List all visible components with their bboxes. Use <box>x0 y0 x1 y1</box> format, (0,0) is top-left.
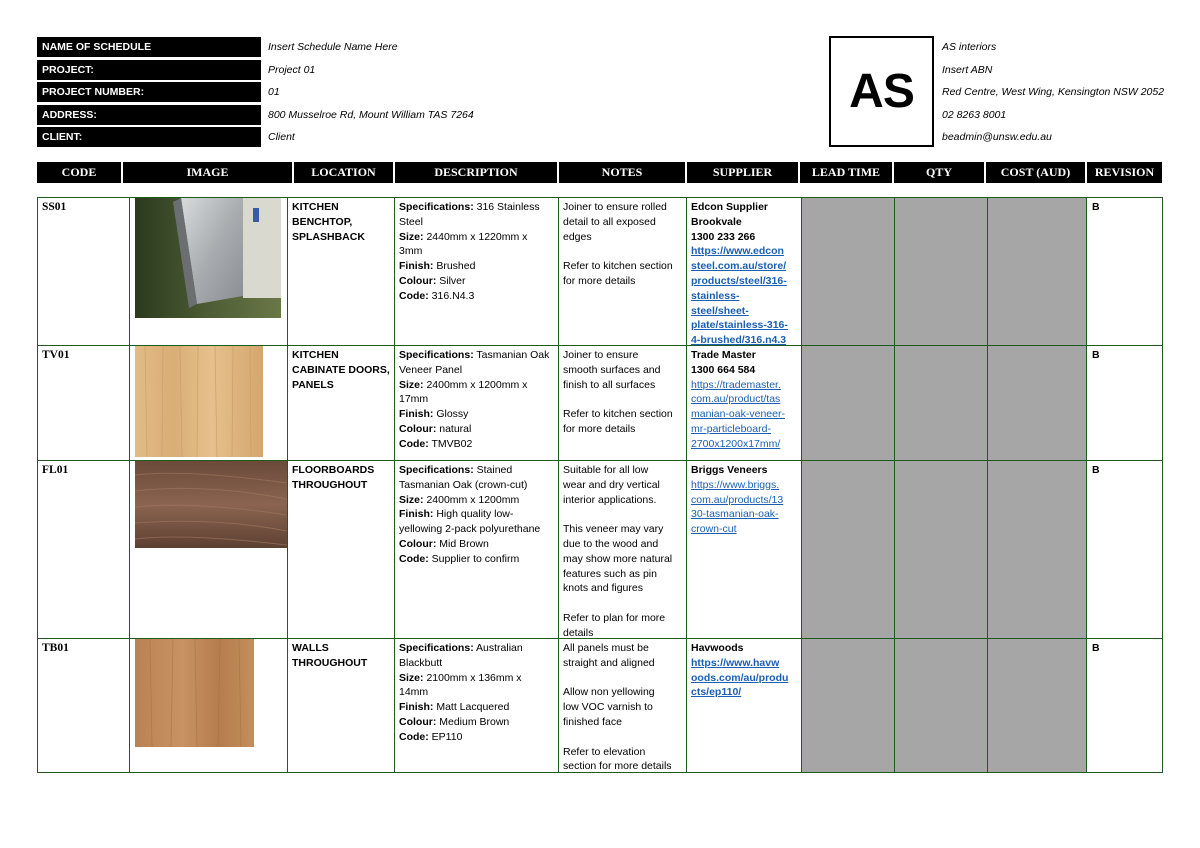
supplier-link[interactable]: https://trademaster. com.au/product/tas manian-oak-veneer- mr-particleboard- 2700x1200x17mm/ <box>691 378 785 450</box>
row-code: SS01 <box>42 201 67 213</box>
column-header-location: LOCATION <box>311 165 376 179</box>
row-code: TV01 <box>42 349 70 361</box>
row-notes: All panels must be straight and aligned Allow non yellowing low VOC varnish to finished face Refer to elevation section for more details <box>563 642 672 773</box>
company-address: Red Centre, West Wing, Kensington NSW 2052 <box>942 86 1165 98</box>
row-description: Specifications: Australian Blackbutt Size: 2100mm x 136mm x 14mm Finish: Matt Lacquered Colour: Medium Brown Code: EP110 <box>399 642 523 743</box>
company-name: AS interiors <box>942 41 997 53</box>
column-header-code: CODE <box>61 165 97 179</box>
column-header-bar <box>37 162 1162 183</box>
address-label: ADDRESS: <box>37 105 261 125</box>
row-location: FLOORBOARDS THROUGHOUT <box>292 464 375 491</box>
qty-column-fill <box>895 198 987 772</box>
row-supplier: Edcon Supplier Brookvale 1300 233 266 https://www.edcon steel.com.au/store/ products/steel/316- stainless- steel/sheet- plate/stainless-316- 4-brushed/316.n4.3 <box>691 200 799 348</box>
column-header-lead-time: LEAD TIME <box>811 165 881 179</box>
row-notes: Joiner to ensure smooth surfaces and finish to all surfaces Refer to kitchen section for more details <box>563 349 673 435</box>
column-header-cost: COST (AUD) <box>1000 165 1071 179</box>
column-header-revision: REVISION <box>1094 165 1155 179</box>
company-details <box>942 36 1172 149</box>
name-of-schedule-label: NAME OF SCHEDULE <box>37 37 261 57</box>
schedule-table <box>37 197 1163 773</box>
row-description: Specifications: Stained Tasmanian Oak (crown-cut) Size: 2400mm x 1200mm Finish: High quality low- yellowing 2-pack polyurethane Colour: Mid Brown Code: Supplier to confirm <box>399 464 541 565</box>
row-code: TB01 <box>42 642 69 654</box>
row-revision: B <box>1092 349 1100 361</box>
company-email[interactable]: beadmin@unsw.edu.au <box>942 131 1052 143</box>
row-notes: Joiner to ensure rolled detail to all exposed edges Refer to kitchen section for more details <box>563 201 673 287</box>
client-label: CLIENT: <box>37 127 261 147</box>
blackbutt-swatch-icon <box>135 639 254 747</box>
row-description: Specifications: Tasmanian Oak Veneer Panel Size: 2400mm x 1200mm x 17mm Finish: Glossy Colour: natural Code: TMVB02 <box>399 349 550 450</box>
row-revision: B <box>1092 642 1100 654</box>
material-image-stainless-steel <box>135 198 281 318</box>
company-abn: Insert ABN <box>942 63 993 76</box>
supplier-link[interactable]: https://www.briggs. com.au/products/13 30-tasmanian-oak- crown-cut <box>691 478 784 536</box>
logo-text: AS <box>849 65 914 118</box>
column-header-image: IMAGE <box>186 165 229 179</box>
material-image-tasmanian-oak-veneer <box>135 346 263 457</box>
project-number-label: PROJECT NUMBER: <box>37 82 261 102</box>
floorboard-swatch-icon <box>135 461 287 548</box>
column-header-qty: QTY <box>925 165 952 179</box>
column-header-supplier: SUPPLIER <box>712 165 773 179</box>
row-notes: Suitable for all low wear and dry vertical interior applications. This veneer may vary due to the wood and may show more natural features such as pin knots and figures Refer to plan for more details <box>563 464 673 639</box>
row-supplier: Briggs Veneers https://www.briggs. com.au/products/13 30-tasmanian-oak- crown-cut <box>691 463 799 537</box>
row-location: KITCHEN BENCHTOP, SPLASHBACK <box>292 201 365 243</box>
brushed-steel-swatch-icon <box>135 198 281 318</box>
company-logo <box>829 36 934 147</box>
cost-column-fill <box>988 198 1086 772</box>
row-supplier: Trade Master 1300 664 584 https://trademaster. com.au/product/tas manian-oak-veneer- mr-particleboard- 2700x1200x17mm/ <box>691 348 799 452</box>
row-revision: B <box>1092 201 1100 213</box>
material-image-stained-oak-floorboard <box>135 461 287 548</box>
column-header-notes: NOTES <box>601 165 643 179</box>
row-revision: B <box>1092 464 1100 476</box>
row-location: KITCHEN CABINATE DOORS, PANELS <box>292 349 390 391</box>
row-description: Specifications: 316 Stainless Steel Size: 2440mm x 1220mm x 3mm Finish: Brushed Colour: Silver Code: 316.N4.3 <box>399 201 540 302</box>
oak-veneer-swatch-icon <box>135 346 263 457</box>
column-header-description: DESCRIPTION <box>434 165 518 179</box>
company-phone: 02 8263 8001 <box>942 108 1007 121</box>
row-code: FL01 <box>42 464 69 476</box>
project-number-value[interactable]: 01 <box>268 86 280 98</box>
lead-time-column-fill <box>802 198 894 772</box>
row-supplier: Havwoods https://www.havw oods.com/au/produ cts/ep110/ <box>691 641 799 700</box>
address-value[interactable]: 800 Musselroe Rd, Mount William TAS 7264 <box>268 108 474 121</box>
schedule-info <box>37 36 797 149</box>
name-of-schedule-value[interactable]: Insert Schedule Name Here <box>268 41 398 53</box>
supplier-link[interactable]: https://www.edcon steel.com.au/store/ products/steel/316- stainless- steel/sheet- plate/stainless-316- 4-brushed/316.n4.3 <box>691 245 788 347</box>
project-label: PROJECT: <box>37 60 261 80</box>
row-location: WALLS THROUGHOUT <box>292 642 368 669</box>
supplier-link[interactable]: https://www.havw oods.com/au/produ cts/ep110/ <box>691 656 789 699</box>
material-image-blackbutt-timber <box>135 639 254 747</box>
project-value[interactable]: Project 01 <box>268 63 316 76</box>
client-value[interactable]: Client <box>268 131 295 143</box>
